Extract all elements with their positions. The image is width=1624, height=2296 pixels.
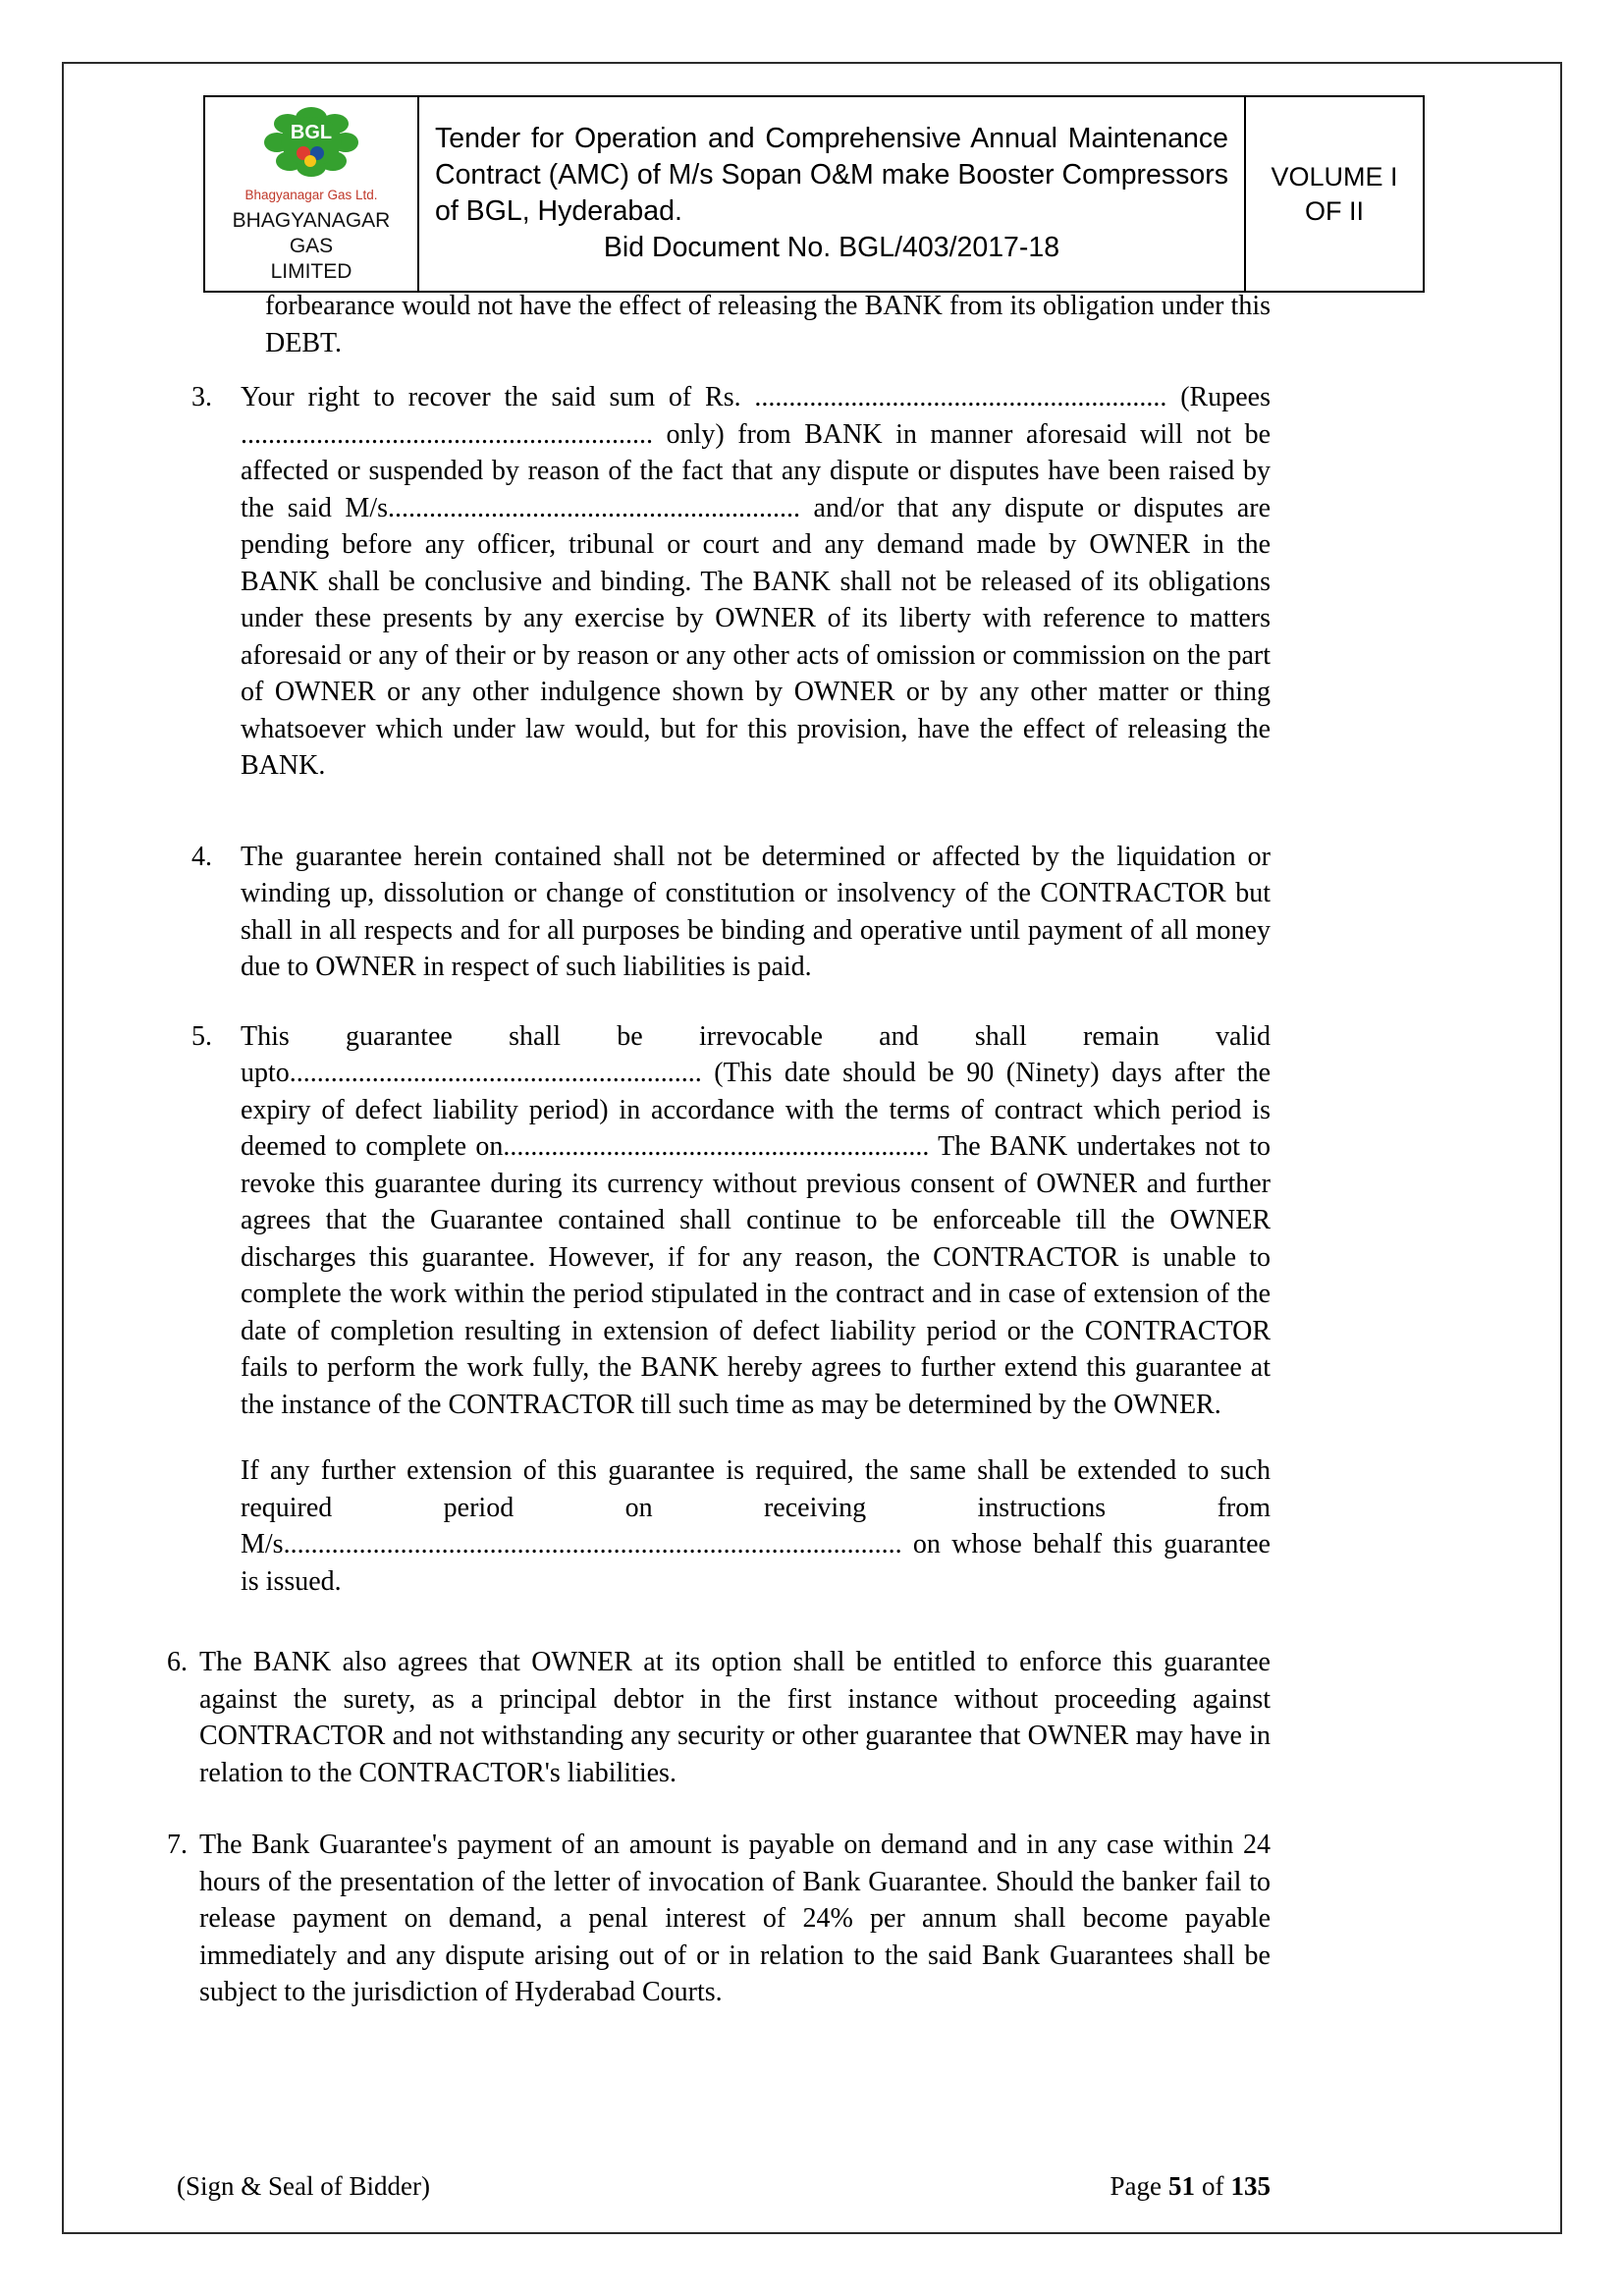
logo-tagline: Bhagyanagar Gas Ltd. <box>244 188 378 202</box>
company-name-line2: LIMITED <box>270 260 352 283</box>
item-number: 7. <box>167 1830 188 1860</box>
list-item-4 <box>167 839 1271 986</box>
sign-seal-label: (Sign & Seal of Bidder) <box>177 2171 430 2201</box>
intro-paragraph: forbearance would not have the effect of releasing the BANK from its obligation under this DEBT. <box>265 291 1271 358</box>
page-number: 51 <box>1168 2171 1195 2201</box>
list-item-6 <box>167 1644 1271 1791</box>
title-cell <box>418 96 1245 292</box>
document-body <box>167 288 1271 2011</box>
volume-cell <box>1245 96 1424 292</box>
item-text: If any further extension of this guarantee is required, the same shall be extended to such required period on receiving instructions from M/s.......................................................................................... on whose behalf this guarantee is issued. <box>241 1455 1271 1597</box>
page-border <box>62 62 1562 2234</box>
volume-label-line2: OF II <box>1305 195 1364 226</box>
logo-monogram: BGL <box>290 122 333 143</box>
item-text: This guarantee shall be irrevocable and shall remain valid upto............................................................ (This date should be 90 (Ninety) days after the expiry of defect liability period) in accordance with the terms of contract which period is deemed to complete on.............................................................. The BANK undertakes not to revoke this guarantee during its currency without previous consent of OWNER and further agrees that the Guarantee contained shall continue to be enforceable till the OWNER discharges this guarantee. However, if for any reason, the CONTRACTOR is unable to complete the work within the period stipulated in the contract and in case of extension of the date of completion resulting in extension of defect liability period or the CONTRACTOR fails to perform the work fully, the BANK hereby agrees to further extend this guarantee at the instance of the CONTRACTOR till such time as may be determined by the OWNER. <box>241 1020 1271 1420</box>
item-number: 3. <box>191 382 212 412</box>
item-text: Your right to recover the said sum of Rs. ............................................................ (Rupees ............................................................ only) from BANK in manner aforesaid will not be affected or suspended by reason of the fact that any dispute or disputes have been raised by the said M/s............................................................ and/or that any dispute or disputes are pending before any officer, tribunal or court and any demand made by OWNER in the BANK shall be conclusive and binding. The BANK shall not be released of its obligations under these presents by any exercise by OWNER of its liberty with reference to matters aforesaid or any of their or by reason or any other acts of omission or commission on the part of OWNER or any other indulgence shown by OWNER or by any other matter or thing whatsoever which under law would, but for this provision, have the effect of releasing the BANK. <box>241 382 1271 781</box>
logo-cell <box>204 96 418 292</box>
item-number: 4. <box>191 841 212 872</box>
company-name-line1: BHAGYANAGAR GAS <box>232 209 391 257</box>
document-header <box>203 95 1425 293</box>
list-item-3 <box>167 379 1271 785</box>
bid-document-number: Bid Document No. BGL/403/2017-18 <box>603 231 1060 263</box>
item-text: The BANK also agrees that OWNER at its option shall be entitled to enforce this guarantee against the surety, as a principal debtor in the first instance without proceeding against CONTRACTOR and not withstanding any security or other guarantee that OWNER may have in relation to the CONTRACTOR's liabilities. <box>199 1647 1271 1788</box>
tender-title: Tender for Operation and Comprehensive Annual Maintenance Contract (AMC) of M/s Sopan O&M make Booster Compressors of BGL, Hyderabad. <box>435 122 1228 227</box>
bgl-logo-icon <box>262 105 360 182</box>
page-footer <box>177 2171 1271 2202</box>
company-name <box>209 208 413 285</box>
item-text: The guarantee herein contained shall not be determined or affected by the liquidation or winding up, dissolution or change of constitution or insolvency of the CONTRACTOR but shall in all respects and for all purposes be binding and operative until payment of all money due to OWNER in respect of such liabilities is paid. <box>241 841 1271 982</box>
total-pages: 135 <box>1230 2171 1271 2201</box>
volume-label-line1: VOLUME I <box>1271 161 1398 191</box>
of-word: of <box>1202 2171 1224 2201</box>
item-5-continuation-paragraph <box>167 1452 1271 1600</box>
page-word: Page <box>1110 2171 1162 2201</box>
company-logo <box>244 105 377 203</box>
list-item-5 <box>167 1018 1271 1424</box>
item-number: 5. <box>191 1020 212 1052</box>
item-number: 6. <box>167 1647 188 1677</box>
item-text: The Bank Guarantee's payment of an amount is payable on demand and in any case within 24 hours of the presentation of the letter of invocation of Bank Guarantee. Should the banker fail to release payment on demand, a penal interest of 24% per annum shall become payable immediately and any dispute arising out of or in relation to the said Bank Guarantees shall be subject to the jurisdiction of Hyderabad Courts. <box>199 1830 1271 2007</box>
page-indicator <box>1110 2171 1271 2202</box>
list-item-7 <box>167 1827 1271 2011</box>
